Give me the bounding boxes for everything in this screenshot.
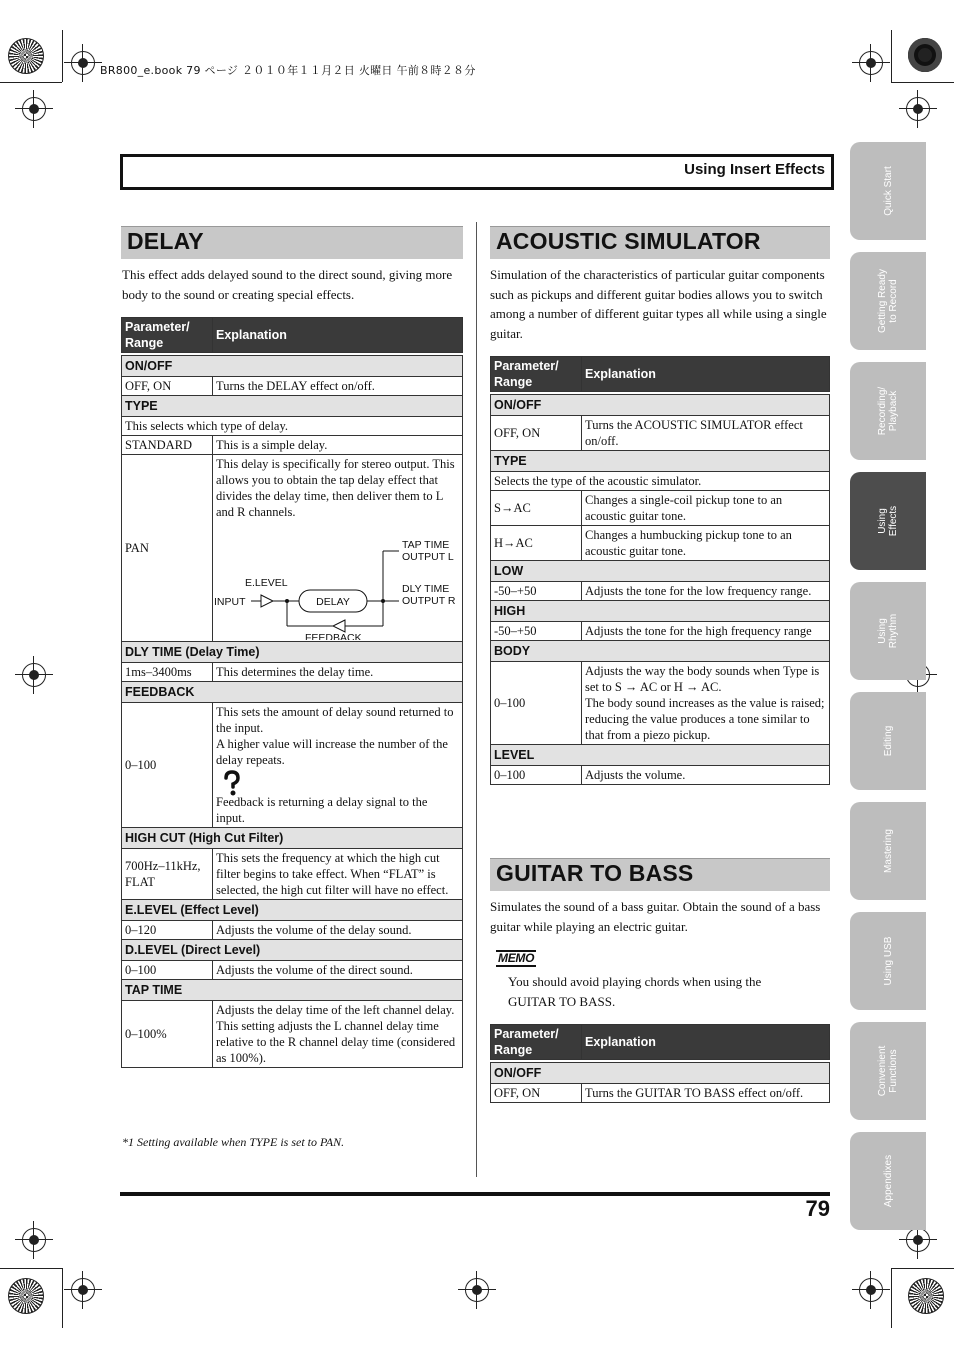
acoustic-title: ACOUSTIC SIMULATOR — [496, 228, 761, 254]
crosshair-icon — [859, 1278, 883, 1302]
type-description: Selects the type of the acoustic simulator. — [491, 472, 830, 491]
feedback-text-1: This sets the amount of delay sound returned to the input. — [216, 705, 454, 735]
table-row — [491, 582, 830, 601]
table-row — [122, 377, 463, 396]
table-row — [122, 455, 463, 642]
diagram-output-l-label: OUTPUT L — [402, 551, 454, 563]
range-cell: H→AC — [491, 526, 582, 561]
explanation-cell: Adjusts the tone for the low frequency range. — [582, 582, 830, 601]
range-cell: 0–100% — [122, 1001, 213, 1068]
range-cell: S→AC — [491, 491, 582, 526]
header-explanation: Explanation — [582, 1025, 830, 1060]
footer-rule — [120, 1192, 830, 1196]
side-tab[interactable] — [850, 912, 926, 1010]
crosshair-icon — [22, 663, 46, 687]
feedback-note: Feedback is returning a delay signal to the input. — [216, 795, 428, 825]
table-row — [491, 416, 830, 451]
memo-text: You should avoid playing chords when using the GUITAR TO BASS. — [508, 974, 762, 1009]
side-tab[interactable] — [850, 472, 926, 570]
page-header — [120, 154, 834, 190]
range-cell: 0–100 — [491, 662, 582, 745]
explanation-cell: This is a simple delay. — [213, 436, 463, 455]
table-row — [491, 662, 830, 745]
group-low: LOW — [491, 561, 830, 582]
side-tab[interactable] — [850, 1022, 926, 1120]
feedback-text-2: A higher value will increase the number of the delay repeats. — [216, 737, 448, 767]
table-row — [122, 921, 463, 940]
guitar-to-bass-intro: Simulates the sound of a bass guitar. Obtain the sound of a bass guitar while playing an electric guitar. — [490, 899, 821, 934]
diagram-delay-label: DELAY — [316, 596, 350, 608]
tap-delay-diagram — [216, 520, 459, 640]
table-row — [491, 526, 830, 561]
group-tap-time: TAP TIME — [122, 980, 463, 1001]
explanation-cell — [582, 662, 830, 745]
group-type: TYPE — [122, 396, 463, 417]
table-row — [491, 472, 830, 491]
diagram-dly-time-label: DLY TIME — [402, 583, 450, 595]
table-row — [122, 849, 463, 900]
table-header-row — [491, 357, 830, 392]
range-cell: 700Hz–11kHz, FLAT — [122, 849, 213, 900]
side-tab[interactable] — [850, 802, 926, 900]
explanation-cell — [213, 455, 463, 642]
range-cell: OFF, ON — [491, 416, 582, 451]
header-title: Using Insert Effects — [684, 161, 825, 178]
memo-icon: MEMO — [498, 951, 535, 965]
crosshair-icon — [465, 1278, 489, 1302]
group-feedback: FEEDBACK — [122, 682, 463, 703]
guitar-to-bass-parameter-table — [490, 1024, 830, 1103]
table-row — [122, 436, 463, 455]
side-tab-label: Mastering — [882, 829, 894, 873]
registration-disc-icon — [908, 38, 942, 72]
range-cell: -50–+50 — [491, 582, 582, 601]
guitar-to-bass-title: GUITAR TO BASS — [496, 860, 694, 886]
table-row — [122, 703, 463, 828]
explanation-cell: Adjusts the volume. — [582, 766, 830, 785]
delay-intro: This effect adds delayed sound to the direct sound, giving more body to the sound or creating special effects. — [122, 267, 453, 302]
header-param: Parameter/ Range — [491, 357, 582, 392]
column-divider — [476, 222, 477, 1177]
crosshair-icon — [22, 1228, 46, 1252]
table-row — [491, 766, 830, 785]
crosshair-icon — [906, 1228, 930, 1252]
table-row — [491, 1084, 830, 1103]
print-info: BR800_e.book 79 ページ ２０１０年１１月２日 火曜日 午前８時２８分 — [100, 64, 476, 77]
crosshair-icon — [22, 97, 46, 121]
table-row — [122, 663, 463, 682]
side-tab-label: Using Effects — [877, 505, 899, 537]
section-heading-guitar-to-bass — [490, 858, 830, 891]
crosshair-icon — [906, 97, 930, 121]
side-tab[interactable] — [850, 252, 926, 350]
section-heading-acoustic-simulator — [490, 226, 830, 259]
range-cell: 0–100 — [122, 961, 213, 980]
delay-parameter-table — [121, 317, 463, 1068]
crosshair-icon — [71, 51, 95, 75]
body-text-1: Adjusts the way the body sounds when Type is set to S → AC or H → AC. — [585, 664, 820, 694]
table-row — [122, 417, 463, 436]
range-cell: OFF, ON — [122, 377, 213, 396]
diagram-feedback-label: FEEDBACK — [305, 632, 362, 640]
pan-description: This delay is specifically for stereo output. This allows you to obtain the tap delay effect that divides the delay time, then deliver them to L and R channels. — [216, 457, 455, 519]
explanation-cell: Turns the GUITAR TO BASS effect on/off. — [582, 1084, 830, 1103]
header-param: Parameter/ Range — [491, 1025, 582, 1060]
explanation-cell: Changes a single-coil pickup tone to an acoustic guitar tone. — [582, 491, 830, 526]
range-cell: 0–100 — [122, 703, 213, 828]
group-onoff: ON/OFF — [122, 356, 463, 377]
body-text-2: The body sound increases as the value is raised; reducing the value produces a tone similar to that from a piezo pickup. — [585, 696, 825, 742]
side-tab-label: Appendixes — [882, 1154, 894, 1208]
explanation-cell: Turns the DELAY effect on/off. — [213, 377, 463, 396]
diagram-input-label: INPUT — [214, 596, 246, 608]
page-number: 79 — [805, 1196, 830, 1221]
diagram-output-r-label: OUTPUT R — [402, 595, 456, 607]
explanation-cell: Adjusts the tone for the high frequency range — [582, 622, 830, 641]
side-tab[interactable] — [850, 362, 926, 460]
range-cell: 0–120 — [122, 921, 213, 940]
section-heading-delay — [121, 226, 463, 259]
diagram-svg — [213, 520, 459, 640]
group-onoff: ON/OFF — [491, 1063, 830, 1084]
header-explanation: Explanation — [213, 318, 463, 353]
group-high-cut: HIGH CUT (High Cut Filter) — [122, 828, 463, 849]
group-type: TYPE — [491, 451, 830, 472]
side-tab[interactable] — [850, 1132, 926, 1230]
header-explanation: Explanation — [582, 357, 830, 392]
side-tab-label: Quick Start — [882, 166, 894, 216]
type-description: This selects which type of delay. — [122, 417, 463, 436]
registration-starburst-icon — [8, 1278, 44, 1314]
tap-time-text-1: Adjusts the delay time of the left channel delay. — [216, 1003, 455, 1017]
crosshair-icon — [859, 51, 883, 75]
crosshair-icon — [71, 1278, 95, 1302]
group-body: BODY — [491, 641, 830, 662]
side-tab[interactable] — [850, 692, 926, 790]
side-tab-label: Convenient Functions — [877, 1045, 899, 1097]
explanation-cell: Changes a humbucking pickup tone to an acoustic guitar tone. — [582, 526, 830, 561]
explanation-cell: Turns the ACOUSTIC SIMULATOR effect on/off. — [582, 416, 830, 451]
range-cell: PAN — [122, 455, 213, 642]
diagram-tap-time-label: TAP TIME — [402, 539, 450, 551]
table-row — [491, 622, 830, 641]
side-tab[interactable] — [850, 142, 926, 240]
range-cell: -50–+50 — [491, 622, 582, 641]
hint-icon — [216, 768, 459, 794]
side-tab-label: Editing — [882, 725, 894, 757]
side-tab-label: Using Rhythm — [877, 613, 899, 649]
footnote: *1 Setting available when TYPE is set to PAN. — [122, 1135, 345, 1149]
explanation-cell: Adjusts the volume of the delay sound. — [213, 921, 463, 940]
range-cell: STANDARD — [122, 436, 213, 455]
table-row — [122, 1001, 463, 1068]
group-d-level: D.LEVEL (Direct Level) — [122, 940, 463, 961]
range-cell: 0–100 — [491, 766, 582, 785]
registration-starburst-icon — [8, 38, 44, 74]
side-tab[interactable] — [850, 582, 926, 680]
group-dly-time: DLY TIME (Delay Time) — [122, 642, 463, 663]
side-tab-label: Using USB — [882, 936, 894, 986]
registration-starburst-icon — [908, 1278, 944, 1314]
table-header-row — [122, 318, 463, 353]
table-header-row — [491, 1025, 830, 1060]
group-level: LEVEL — [491, 745, 830, 766]
group-onoff: ON/OFF — [491, 395, 830, 416]
explanation-cell: This determines the delay time. — [213, 663, 463, 682]
header-param: Parameter/ Range — [122, 318, 213, 353]
acoustic-parameter-table — [490, 356, 830, 785]
table-row — [122, 961, 463, 980]
acoustic-intro: Simulation of the characteristics of particular guitar components such as pickups and different guitar bodies allows you to switch among a number of different guitar types all while using a single guitar. — [490, 267, 827, 341]
explanation-cell — [213, 1001, 463, 1068]
tap-time-text-2: This setting adjusts the L channel delay time relative to the R channel delay time (considered as 100%). — [216, 1019, 456, 1065]
side-tab-label: Getting Ready to Record — [877, 269, 899, 333]
side-tab-label: Recording/ Playback — [877, 386, 899, 436]
range-cell: 1ms–3400ms — [122, 663, 213, 682]
table-row — [491, 491, 830, 526]
group-e-level: E.LEVEL (Effect Level) — [122, 900, 463, 921]
diagram-elevel-label: E.LEVEL — [245, 577, 288, 589]
explanation-cell: Adjusts the volume of the direct sound. — [213, 961, 463, 980]
range-cell: OFF, ON — [491, 1084, 582, 1103]
group-high: HIGH — [491, 601, 830, 622]
explanation-cell — [213, 703, 463, 828]
delay-title: DELAY — [127, 228, 204, 254]
explanation-cell: This sets the frequency at which the high cut filter begins to take effect. When “FLAT” is selected, the high cut filter will have no effect. — [213, 849, 463, 900]
